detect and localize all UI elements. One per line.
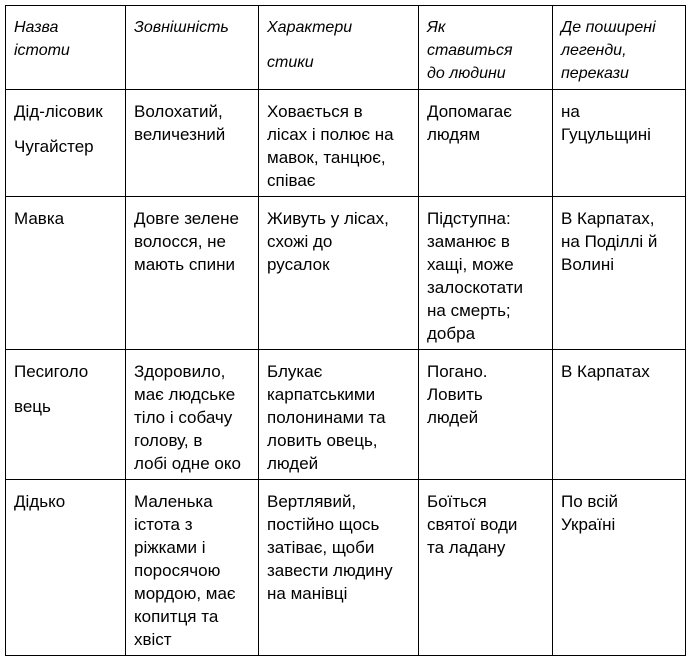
cell-traits bbox=[259, 350, 419, 480]
cell-line: істота з bbox=[134, 515, 193, 534]
cell-line: на манівці bbox=[267, 584, 348, 603]
cell-line: русалок bbox=[267, 255, 330, 274]
cell-line: заманює в bbox=[427, 232, 510, 251]
header-region-line: перекази bbox=[561, 65, 629, 82]
cell-line: Ховається в bbox=[267, 102, 363, 121]
cell-line: мордою, має bbox=[134, 584, 236, 603]
cell-line: Допомагає bbox=[427, 102, 512, 121]
cell-line: затіває, щоби bbox=[267, 538, 375, 557]
cell-line: Здоровило, bbox=[134, 362, 226, 381]
cell-line: святої води bbox=[427, 515, 518, 534]
cell-line: копитця та bbox=[134, 607, 219, 626]
cell-line: поросячою bbox=[134, 561, 221, 580]
cell-line: голову, в bbox=[134, 431, 203, 450]
cell-line: Чугайстер bbox=[14, 137, 94, 156]
cell-line: Живуть у лісах, bbox=[267, 209, 389, 228]
cell-appearance bbox=[126, 197, 259, 350]
cell-region bbox=[553, 350, 686, 480]
header-name-line: істоти bbox=[14, 42, 70, 59]
cell-line: тіло і собачу bbox=[134, 408, 233, 427]
cell-line: В Карпатах bbox=[561, 362, 650, 381]
cell-line: людей bbox=[427, 408, 479, 427]
cell-line: Блукає bbox=[267, 362, 323, 381]
cell-line: Вертлявий, bbox=[267, 492, 357, 511]
cell-line: Мавка bbox=[14, 209, 65, 228]
header-attitude-line: до людини bbox=[427, 65, 506, 82]
cell-line: вець bbox=[14, 397, 51, 416]
table-header-row bbox=[6, 6, 686, 90]
cell-traits bbox=[259, 480, 419, 656]
creatures-table bbox=[5, 5, 686, 656]
cell-line: полонинами та bbox=[267, 408, 386, 427]
header-region bbox=[553, 6, 686, 90]
cell-line: залоскотати bbox=[427, 278, 523, 297]
cell-line: Дідько bbox=[14, 492, 66, 511]
cell-line: добра bbox=[427, 324, 476, 343]
cell-line: співає bbox=[267, 171, 316, 190]
header-name bbox=[6, 6, 126, 90]
cell-line: та ладану bbox=[427, 538, 506, 557]
header-name-line: Назва bbox=[14, 19, 59, 36]
cell-name bbox=[6, 197, 126, 350]
cell-line: завести людину bbox=[267, 561, 393, 580]
header-traits-line: стики bbox=[267, 54, 314, 71]
cell-line: Погано. bbox=[427, 362, 488, 381]
cell-line: ріжками і bbox=[134, 538, 206, 557]
cell-region bbox=[553, 197, 686, 350]
cell-attitude bbox=[419, 350, 553, 480]
cell-line: лобі одне око bbox=[134, 454, 241, 473]
header-region-line: легенди, bbox=[561, 42, 627, 59]
table-row bbox=[6, 90, 686, 197]
cell-name bbox=[6, 350, 126, 480]
cell-line: на bbox=[561, 102, 580, 121]
cell-line: Волохатий, bbox=[134, 102, 223, 121]
cell-attitude bbox=[419, 480, 553, 656]
cell-line: Песиголо bbox=[14, 362, 89, 381]
cell-region bbox=[553, 90, 686, 197]
cell-region bbox=[553, 480, 686, 656]
cell-appearance bbox=[126, 480, 259, 656]
cell-traits bbox=[259, 90, 419, 197]
cell-line: По всій bbox=[561, 492, 619, 511]
cell-line: людям bbox=[427, 125, 481, 144]
header-traits bbox=[259, 6, 419, 90]
cell-line: людей bbox=[267, 454, 319, 473]
cell-line: Підступна: bbox=[427, 209, 511, 228]
header-appearance-line: Зовнішність bbox=[134, 19, 229, 36]
cell-line: Ловить bbox=[427, 385, 483, 404]
cell-line: на смерть; bbox=[427, 301, 511, 320]
cell-line: волосся, не bbox=[134, 232, 226, 251]
cell-line: Боїться bbox=[427, 492, 487, 511]
cell-line: ловить овець, bbox=[267, 431, 378, 450]
table-row bbox=[6, 350, 686, 480]
cell-line: мають спини bbox=[134, 255, 235, 274]
cell-line: величезний bbox=[134, 125, 226, 144]
cell-attitude bbox=[419, 90, 553, 197]
cell-line: Маленька bbox=[134, 492, 213, 511]
cell-line: В Карпатах, bbox=[561, 209, 655, 228]
cell-line: мавок, танцює, bbox=[267, 148, 386, 167]
cell-line: на Поділлі й bbox=[561, 232, 658, 251]
cell-line: карпатськими bbox=[267, 385, 376, 404]
cell-line: Гуцульщині bbox=[561, 125, 651, 144]
cell-appearance bbox=[126, 90, 259, 197]
cell-line: схожі до bbox=[267, 232, 333, 251]
header-appearance bbox=[126, 6, 259, 90]
cell-line: Волині bbox=[561, 255, 615, 274]
cell-attitude bbox=[419, 197, 553, 350]
header-attitude bbox=[419, 6, 553, 90]
table-row bbox=[6, 480, 686, 656]
cell-line: Дід-лісовик bbox=[14, 102, 103, 121]
cell-line: постійно щось bbox=[267, 515, 380, 534]
cell-line: має людське bbox=[134, 385, 236, 404]
cell-line: Україні bbox=[561, 515, 616, 534]
cell-line: хащі, може bbox=[427, 255, 514, 274]
header-traits-line: Характери bbox=[267, 19, 353, 36]
table-row bbox=[6, 197, 686, 350]
cell-name bbox=[6, 90, 126, 197]
cell-appearance bbox=[126, 350, 259, 480]
cell-line: Довге зелене bbox=[134, 209, 239, 228]
cell-name bbox=[6, 480, 126, 656]
header-attitude-line: ставиться bbox=[427, 42, 513, 59]
cell-line: хвіст bbox=[134, 630, 172, 649]
header-region-line: Де поширені bbox=[561, 19, 656, 36]
cell-traits bbox=[259, 197, 419, 350]
header-attitude-line: Як bbox=[427, 19, 446, 36]
cell-line: лісах і полює на bbox=[267, 125, 394, 144]
